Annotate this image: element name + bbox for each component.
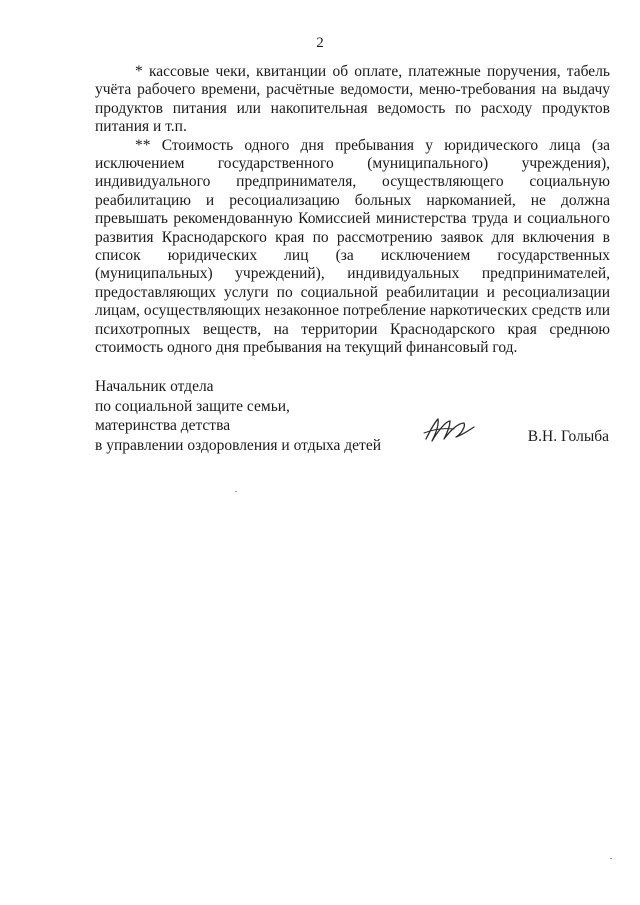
signatory-position-line-4: в управлении оздоровления и отдыха детей (95, 436, 382, 454)
footnotes (95, 63, 610, 358)
signatory-position-line-3: материнства детства (95, 417, 231, 434)
footnote-double-asterisk: ** Стоимость одного дня пребывания у юридического лица (за исключением государственного (муниципального) учреждения), индивидуального предпринимателя, осуществляющего социальную реабилитацию и ресоциализацию больных наркоманией, не должна превышать рекомендованную Комиссией министерства труда и социального развития Краснодарского края по рассмотрению заявок для включения в список юридических лиц (за исключением государственных (муниципальных) учреждений), индивидуальных предпринимателей, предоставляющих услуги по социальной реабилитации и ресоциализации лицам, осуществляющих незаконное потребление наркотических средств или психотропных веществ, на территории Краснодарского края среднюю стоимость одного дня пребывания на текущий финансовый год. (95, 136, 610, 357)
page-number: 2 (316, 35, 324, 51)
signatory-name: В.Н. Голыба (527, 428, 609, 445)
scan-speck (610, 858, 612, 859)
signatory-position-line-2: по социальной защите семьи, (95, 397, 290, 415)
handwritten-signature (420, 413, 480, 447)
footnote-single-asterisk: * кассовые чеки, квитанции об оплате, платежные поручения, табель учёта рабочего времени, расчётные ведомости, меню-требования на выдачу продуктов питания или накопительная ведомость по расходу продуктов питания и т.п. (95, 63, 610, 136)
signatory-position-line-1: Начальник отдела (95, 378, 214, 395)
scan-speck (235, 491, 237, 492)
signature-block (95, 377, 615, 457)
